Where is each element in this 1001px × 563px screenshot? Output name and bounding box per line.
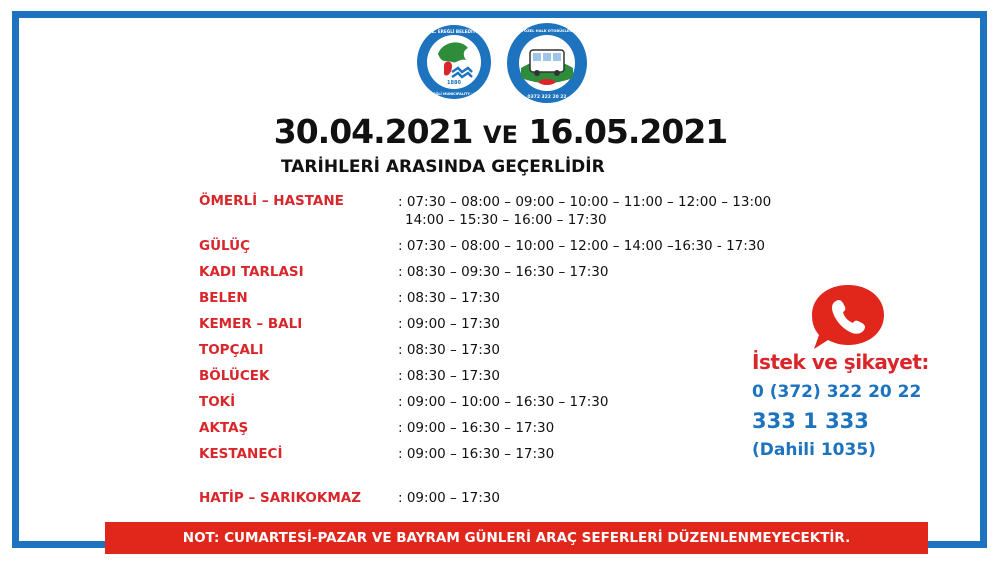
route-name: KESTANECİ (199, 446, 283, 462)
route-name: HATİP – SARIKOKMAZ (199, 490, 362, 506)
route-times: : 07:30 – 08:00 – 09:00 – 10:00 – 11:00 – 12:00 – 13:00 (398, 194, 772, 210)
contact-extension: (Dahili 1035) (752, 440, 876, 460)
logo-right-bottom-text: 0372 322 20 22 (527, 95, 567, 100)
date-connector: VE (483, 121, 518, 149)
route-times: : 08:30 – 09:30 – 16:30 – 17:30 (398, 264, 609, 280)
route-name: TOKİ (199, 394, 236, 410)
logo-right-top-text: 19 NOLU CİLEK ÖZEL HALK OTOBÜSLERİ KOOPERATİFİ (492, 29, 602, 33)
route-times: : 09:00 – 16:30 – 17:30 (398, 420, 555, 436)
route-name: BELEN (199, 290, 248, 306)
logo-left-top-text: KDZ. EREĞLİ BELEDİYESİ (425, 29, 483, 34)
validity-subtitle: TARİHLERİ ARASINDA GEÇERLİDİR (281, 157, 605, 177)
route-times: : 09:00 – 10:00 – 16:30 – 17:30 (398, 394, 609, 410)
contact-title: İstek ve şikayet: (752, 350, 929, 374)
route-name: AKTAŞ (199, 420, 249, 436)
notice-banner: NOT: CUMARTESİ-PAZAR VE BAYRAM GÜNLERİ ARAÇ SEFERLERİ DÜZENLENMEYECEKTİR. (105, 522, 928, 554)
date-start: 30.04.2021 (273, 112, 473, 151)
route-name: KADI TARLASI (199, 264, 304, 280)
route-times: : 08:30 – 17:30 (398, 342, 500, 358)
route-name: ÖMERLİ – HASTANE (199, 193, 344, 209)
route-name: GÜLÜÇ (199, 238, 251, 254)
logo-left-bottom-text: KDZ. EREĞLİ MUNICIPALITY - TÜRKİYE (417, 92, 491, 96)
route-times: : 09:00 – 16:30 – 17:30 (398, 446, 555, 462)
route-times: : 09:00 – 17:30 (398, 316, 500, 332)
route-name: BÖLÜCEK (199, 368, 270, 384)
route-times: : 08:30 – 17:30 (398, 290, 500, 306)
logo-year: 1880 (447, 80, 461, 86)
route-times: : 07:30 – 08:00 – 10:00 – 12:00 – 14:00 –16:30 - 17:30 (398, 238, 765, 254)
route-name: TOPÇALI (199, 342, 264, 358)
contact-short-number: 333 1 333 (752, 409, 869, 433)
route-times: : 08:30 – 17:30 (398, 368, 500, 384)
phone-bubble-icon (810, 283, 886, 351)
date-end: 16.05.2021 (528, 112, 728, 151)
route-name: KEMER – BALI (199, 316, 303, 332)
contact-phone: 0 (372) 322 20 22 (752, 382, 922, 402)
route-times: : 09:00 – 17:30 (398, 490, 500, 506)
route-times-continued: 14:00 – 15:30 – 16:00 – 17:30 (405, 212, 607, 228)
